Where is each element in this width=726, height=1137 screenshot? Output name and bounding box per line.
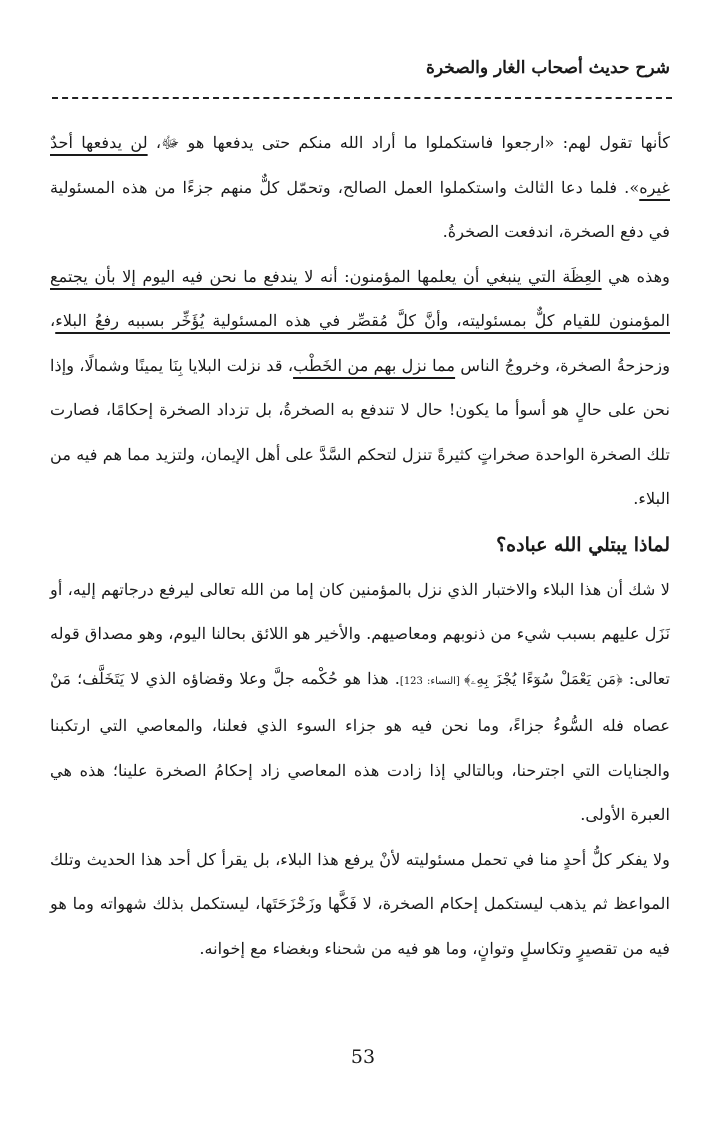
quran-verse: ﴿مَن يَعْمَلْ سُوٓءًا يُجْزَ بِهِۦ﴾	[464, 669, 623, 688]
verse-reference: [النساء: 123]	[399, 675, 464, 687]
paragraph-3	[50, 568, 670, 838]
paragraph-3-text-b: . هذا هو حُكْمه جلَّ وعلا وقضاؤه الذي لا يَتَخَلَّف؛ مَنْ عصاه فله السُّوءُ جزاءً، وما نحن فيه هو جزاء السوء الذي فعلنا، والمعاصي التي ارتكبنا والجنايات التي اجترحنا، وبالتالي إذا زادت هذه المعاصي زاد إحكامُ الصخرة علينا؛ هذه هي العبرة الأولى.	[50, 668, 670, 824]
header-divider	[52, 97, 672, 99]
section-heading: لماذا يبتلي الله عباده؟	[496, 533, 670, 556]
paragraph-1-text-b: ». فلما دعا الثالث واستكملوا العمل الصالح، وتحمّل كلٌّ منهم جزءًا من هذه المسئولية في دفع الصخرة، اندفعت الصخرةُ.	[50, 177, 670, 241]
paragraph-1	[50, 121, 670, 255]
paragraph-1-text-a: كأنها تقول لهم: «ارجعوا فاستكملوا ما أراد الله منكم حتى يدفعها هو ﷻ،	[147, 133, 670, 152]
underlined-phrase: لن يدفعها أحدٌ غيره	[50, 133, 670, 197]
paragraph-3-text-a: لا شك أن هذا البلاء والاختبار الذي نزل بالمؤمنين كان إما من الله تعالى ليرفع درجاتهم إليه، أو نَزَل عليهم بسبب شيء من ذنوبهم ومعاصيهم. والأخير هو اللائق بحالنا اليوم، وهو مصداق قوله تعالى:	[50, 579, 670, 688]
running-header: شرح حديث أصحاب الغار والصخرة	[425, 58, 670, 78]
paragraph-2-text-b: ، وزحزحةُ الصخرة، وخروجُ الناس	[50, 311, 671, 375]
underlined-passage: العِظَة التي ينبغي أن يعلمها المؤمنون: أنه لا يندفع ما نحن فيه اليوم إلا بأن يجتمع المؤمنون للقيام كلٌّ بمسئوليته، وأنَّ كلَّ مُقصِّر في هذه المسئولية يُؤَخِّر بسببه رفعُ البلاء	[50, 266, 670, 330]
underlined-phrase-2: مما نزل بهم من الخَطْب	[293, 355, 456, 375]
paragraph-2-text-c: ، قد نزلت البلايا بِنَا يمينًا وشمالًا، وإذا نحن على حالٍ هو أسوأ ما يكون! حال لا تندفع به الصخرةُ، بل تزداد الصخرة إحكامًا، فصارت تلك الصخرة الواحدة صخراتٍ كثيرةً تنزل لتحكم السَّدَّ على أهل الإيمان، ولتزيد مما هم فيه من البلاء.	[50, 355, 670, 508]
paragraph-2	[50, 255, 670, 522]
page-body	[50, 121, 670, 971]
paragraph-4: ولا يفكر كلُّ أحدٍ منا في تحمل مسئوليته لأنْ يرفع هذا البلاء، بل يقرأ كل أحد هذا الحديث وتلك المواعظ ثم يذهب ليستكمل إحكام الصخرة، لا فَكَّها وزَحْزَحَتَها، ليستكمل بذلك شهواته وما هو فيه من تقصيرٍ وتكاسلٍ وتوانٍ، وما هو فيه من شحناء وبغضاء مع إخوانه.	[50, 849, 670, 958]
page-number: 53	[350, 1046, 376, 1068]
paragraph-2-text-a: وهذه هي	[601, 266, 670, 286]
